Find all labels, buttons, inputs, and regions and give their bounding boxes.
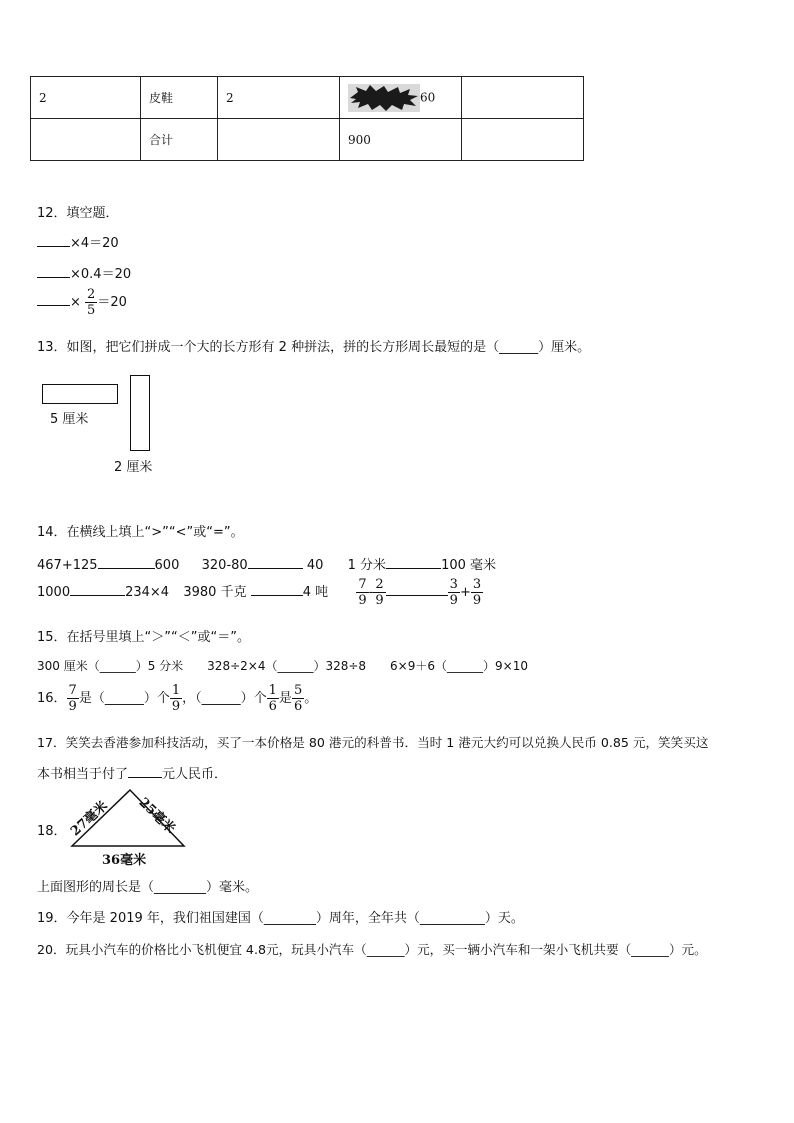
q15-line: 300 厘米（______）5 分米 328÷2×4（______）328÷8 6×9＋6（______）9×10	[37, 659, 528, 673]
table-cell	[340, 77, 462, 119]
answer-blank[interactable]	[70, 583, 125, 596]
answer-blank[interactable]	[37, 265, 70, 278]
table-cell: 皮鞋	[141, 77, 218, 119]
q16-line	[37, 684, 317, 713]
q12-line2	[37, 263, 131, 282]
expr: 4 吨	[302, 585, 329, 600]
expr: 100 毫米	[441, 558, 497, 573]
answer-blank[interactable]	[251, 583, 303, 596]
q18-number: 18．	[37, 824, 67, 839]
answer-blank[interactable]	[128, 765, 162, 778]
table-cell: 合计	[141, 119, 218, 161]
answer-blank[interactable]	[386, 556, 441, 569]
rect1-label: 5 厘米	[50, 412, 89, 427]
answer-blank[interactable]	[98, 556, 155, 569]
triangle-left-label: 27毫米	[67, 798, 111, 840]
operator: +	[459, 585, 471, 600]
q12-line3	[37, 288, 127, 317]
numerator: 7	[68, 683, 77, 698]
denominator: 9	[68, 699, 77, 714]
q15-title: 15．在括号里填上“＞”“＜”或“＝”。	[37, 630, 250, 645]
numerator: 7	[358, 577, 367, 592]
price-value: 60	[420, 90, 436, 104]
q17-text: 本书相当于付了	[37, 767, 129, 782]
fraction	[448, 578, 460, 607]
q17-text: 元人民币．	[162, 767, 228, 782]
answer-blank[interactable]	[37, 234, 70, 247]
table-row	[31, 119, 584, 161]
numerator: 5	[293, 683, 303, 698]
expr: 1 分米	[347, 558, 387, 573]
expr: 40	[306, 558, 324, 573]
denominator: 9	[375, 593, 384, 608]
triangle-right-label: 25毫米	[135, 795, 178, 837]
answer-blank[interactable]	[248, 556, 303, 569]
q12-line2-text: ×0.4＝20	[70, 267, 132, 282]
times-sign: ×	[70, 295, 81, 310]
rectangle-vertical	[130, 375, 150, 451]
table-cell: 2	[218, 77, 340, 119]
numerator: 3	[472, 577, 482, 592]
q17-line2	[37, 763, 227, 782]
fraction	[292, 684, 304, 713]
expr: 3980 千克	[183, 585, 247, 600]
denominator: 9	[358, 593, 367, 608]
q16-number: 16．	[37, 691, 67, 706]
q16-text: 是	[278, 691, 292, 706]
denominator: 6	[293, 699, 303, 714]
table-cell	[462, 77, 584, 119]
expr: 467+125	[37, 558, 98, 573]
denominator: 5	[87, 303, 96, 318]
q12-line1	[37, 232, 119, 251]
q16-text: 是（______）个	[78, 691, 170, 706]
q12-title: 12．填空题．	[37, 206, 119, 221]
q19-text: 19．今年是 2019 年，我们祖国建国（________）周年，全年共（__________）天。	[37, 911, 524, 926]
expr: 1000	[37, 585, 71, 600]
q16-text: ，（______）个	[182, 691, 267, 706]
fraction	[267, 684, 279, 713]
denominator: 9	[472, 593, 482, 608]
denominator: 6	[268, 699, 277, 714]
triangle-bottom-label: 36毫米	[102, 853, 147, 868]
table-cell: 900	[340, 119, 462, 161]
q14-row2	[37, 578, 483, 607]
fraction	[471, 578, 483, 607]
q12-line1-text: ×4＝20	[70, 236, 119, 251]
expr: 320-80	[201, 558, 248, 573]
q20-text: 20．玩具小汽车的价格比小飞机便宜 4.8元，玩具小汽车（______）元，买一辆小汽车和一架小飞机共要（______）元。	[37, 942, 707, 957]
fraction	[373, 578, 385, 607]
rectangle-horizontal	[42, 384, 118, 404]
q16-text: 。	[304, 691, 318, 706]
fraction	[67, 684, 79, 713]
expr: 234×4	[125, 585, 170, 600]
q18-text: 上面图形的周长是（________）毫米。	[37, 880, 259, 895]
item-table	[30, 76, 584, 161]
numerator: 1	[268, 683, 277, 698]
table-cell	[462, 119, 584, 161]
rect2-label: 2 厘米	[114, 460, 153, 475]
fraction	[356, 578, 368, 607]
q13-text: 13．如图，把它们拼成一个大的长方形有 2 种拼法，拼的长方形周长最短的是（______）厘米。	[37, 340, 591, 355]
answer-blank[interactable]	[386, 583, 448, 596]
table-row	[31, 77, 584, 119]
expr: 600	[154, 558, 180, 573]
table-cell	[218, 119, 340, 161]
redaction-stamp	[348, 84, 420, 112]
q14-row1	[37, 554, 496, 573]
numerator: 3	[449, 577, 458, 592]
fraction	[170, 684, 182, 713]
table-cell	[31, 119, 141, 161]
q14-title: 14．在横线上填上“>”“<”或“=”。	[37, 525, 244, 540]
denominator: 9	[171, 699, 181, 714]
denominator: 9	[449, 593, 458, 608]
numerator: 2	[87, 287, 96, 302]
operator: -	[368, 585, 374, 600]
numerator: 2	[375, 577, 384, 592]
numerator: 1	[171, 683, 181, 698]
answer-blank[interactable]	[37, 293, 70, 306]
table-cell: 2	[31, 77, 141, 119]
q17-line1: 17．笑笑去香港参加科技活动，买了一本价格是 80 港元的科普书．当时 1 港元大约可以兑换人民币 0.85 元，笑笑买这	[37, 735, 709, 750]
fraction	[85, 288, 97, 317]
q12-line3-text: ＝20	[97, 295, 127, 310]
